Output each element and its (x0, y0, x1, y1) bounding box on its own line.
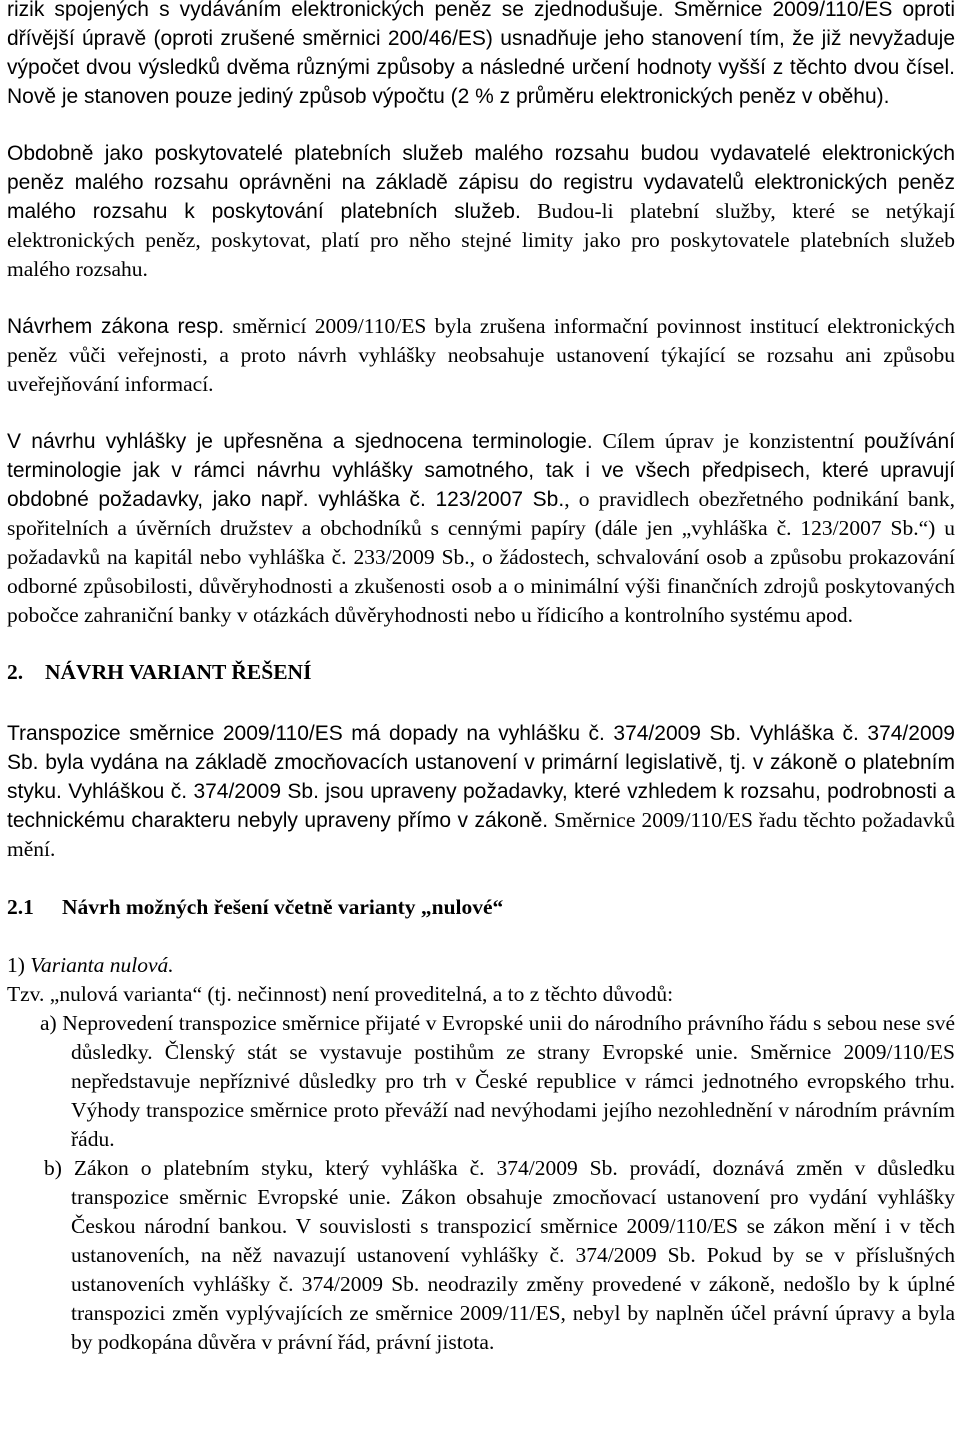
paragraph-text-serif: Směrnice 2009/110/ES řadu těchto požadavků mění. (7, 808, 956, 861)
paragraph-text-serif: Budou-li platební služby, které se netýkají elektronických peněz, poskytovat, platí pro něho stejné limity jako pro poskytovatele platebních služeb malého rozsahu. (7, 199, 955, 281)
paragraph-text-serif: Cílem úprav je konzistentní (592, 429, 864, 453)
variant-intro: Tzv. „nulová varianta“ (tj. nečinnost) není proveditelná, a to z těchto důvodů: (7, 982, 674, 1006)
list-item-a: a) Neprovedení transpozice směrnice přijaté v Evropské unii do národního právního řádu s sebou nese své důsledky. Členský stát se vystavuje postihům ze strany Evropské unie. Směrnice 2009/110/ES nepředstavuje nepříznivé důsledky pro trh v České republice v rámci jednotného evropského trhu. Výhody transpozice směrnice proto převáží nad nevýhodami jejího nezohlednění v národním právním řádu. (40, 1011, 955, 1151)
paragraph-text: rizik spojených s vydáváním elektronických peněz se zjednodušuje. Směrnice 2009/110/ES oproti dřívější úpravě (oproti zrušené směrnici 200/46/ES) usnadňuje jeho stanovení tím, že již nevyžaduje výpočet dvou výsledků dvěma různými způsoby a následné určení hodnoty vyšší z těchto dvou čísel. Nově je stanoven pouze jediný způsob výpočtu (2 % z průměru elektronických peněz v oběhu). (7, 0, 955, 108)
variant-label (7, 951, 955, 980)
paragraph-transposition (7, 719, 955, 864)
list-item-b: b) Zákon o platebním styku, který vyhláška č. 374/2009 Sb. provádí, doznává změn v důsledku transpozice směrnic Evropské unie. Zákon obsahuje zmocňovací ustanovení pro vydání vyhlášky Českou národní bankou. V souvislosti s transpozicí směrnice 2009/110/ES se zákon mění i v těch ustanoveních, na něž navazují ustanovení vyhlášky č. 374/2009 Sb. Pokud by se v příslušných ustanoveních vyhlášky č. 374/2009 Sb. neodrazily změny provedené v zákoně, nedošlo by k úplné transpozici změn vyplývajících ze směrnice 2009/11/ES, nebyl by naplněn účel právní úpravy a byla by podkopána důvěra v právní řád, právní jistota. (44, 1156, 955, 1354)
subsection-heading-2-1 (7, 893, 955, 922)
section-number: 2. (7, 660, 24, 684)
paragraph-text-sans-2: používání terminologie jak v rámci návrhu vyhlášky samotného, tak i ve všech předpisech, které upravují obdobné požadavky, jako např. vyhláška č. 123/2007 Sb. (7, 430, 955, 511)
paragraph-text-serif-2: , o pravidlech obezřetného podnikání bank, spořitelních a úvěrních družstev a obchodníků s cennými papíry (dále jen „vyhláška č. 123/2007 Sb.“) u požadavků na kapitál nebo vyhláška č. 233/2009 Sb., o žádostech, schvalování osob a způsobu prokazování odborné způsobilosti, důvěryhodnosti a zkušenosti osob a o minimální výši finančních zdrojů poskytovaných pobočce zahraniční banky v otázkách důvěryhodnosti nebo u řídicího a kontrolního systému apod. (7, 487, 955, 627)
paragraph-text-sans: V návrhu vyhlášky je upřesněna a sjednocena terminologie. (7, 430, 593, 453)
paragraph-text-sans: Návrhem zákona resp. (7, 315, 225, 338)
paragraph-terminology (7, 427, 955, 630)
section-title: NÁVRH VARIANT ŘEŠENÍ (45, 660, 312, 684)
variant-title: Varianta nulová. (30, 953, 174, 977)
paragraph-small-scale-issuers (7, 139, 955, 284)
section-heading-2 (7, 658, 955, 687)
variant-number: 1) (7, 953, 31, 977)
paragraph-information-duty (7, 312, 955, 399)
paragraph-text-serif: směrnicí 2009/110/ES byla zrušena informační povinnost institucí elektronických peněz vůči veřejnosti, a proto návrh vyhlášky neobsahuje ustanovení týkající se rozsahu ani způsobu uveřejňování informací. (7, 314, 955, 396)
paragraph-text-sans: Transpozice směrnice 2009/110/ES má dopady na vyhlášku č. 374/2009 Sb. Vyhláška č. 374/2009 Sb. byla vydána na základě zmocňovacích ustanovení v primární legislativě, tj. v zákoně o platebním styku. Vyhláškou č. 374/2009 Sb. jsou upraveny požadavky, které vzhledem k rozsahu, podrobnosti a technickému charakteru nebyly upraveny přímo v zákoně. (7, 722, 955, 832)
paragraph-emoney-capital (7, 0, 955, 111)
paragraph-text-sans: Obdobně jako poskytovatelé platebních služeb malého rozsahu budou vydavatelé elektronických peněz malého rozsahu oprávněni na základě zápisu do registru vydavatelů elektronických peněz malého rozsahu k poskytování platebních služeb. (7, 142, 955, 223)
subsection-number: 2.1 (7, 895, 34, 919)
subsection-title: Návrh možných řešení včetně varianty „nulové“ (62, 895, 504, 919)
